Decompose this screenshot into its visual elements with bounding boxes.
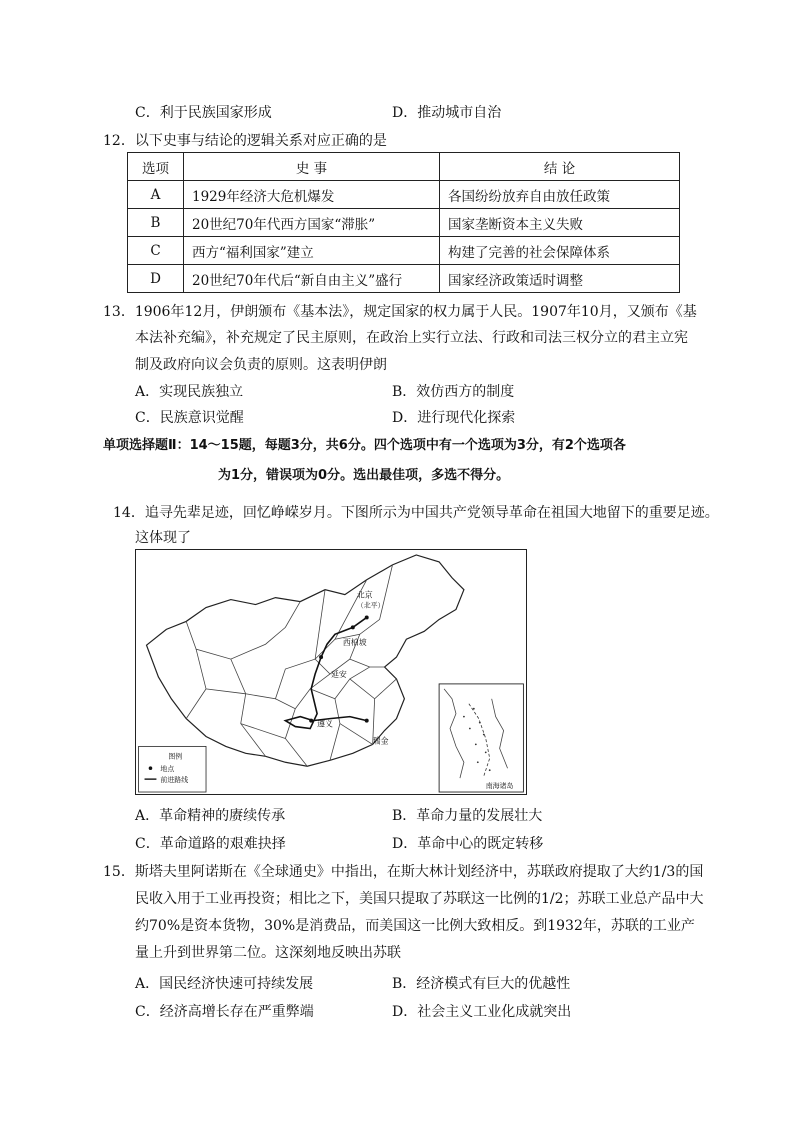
table-row xyxy=(128,237,680,265)
q12-table xyxy=(127,152,680,293)
q13-option-b[interactable]: B．效仿西方的制度 xyxy=(392,384,515,400)
map-point-xibaipo xyxy=(351,625,355,629)
table-cell: C xyxy=(128,237,184,265)
q15-stem-line4: 量上升到世界第二位。这深刻地反映出苏联 xyxy=(135,945,401,961)
table-header-cell: 选项 xyxy=(128,153,184,181)
q14-stem-line2: 这体现了 xyxy=(135,530,191,546)
q14-option-d[interactable]: D．革命中心的既定转移 xyxy=(392,836,544,852)
q14-option-b[interactable]: B．革命力量的发展壮大 xyxy=(392,808,543,824)
map-svg xyxy=(136,550,526,794)
table-cell: 构建了完善的社会保障体系 xyxy=(440,237,680,265)
table-cell: 1929年经济大危机爆发 xyxy=(184,181,440,209)
q13-stem-line3: 制及政府向议会负责的原则。这表明伊朗 xyxy=(135,357,387,373)
q13-option-c[interactable]: C．民族意识觉醒 xyxy=(135,410,244,426)
q11-option-c[interactable]: C．利于民族国家形成 xyxy=(135,105,272,121)
table-cell: 国家垄断资本主义失败 xyxy=(440,209,680,237)
q15-option-a[interactable]: A．国民经济快速可持续发展 xyxy=(135,976,314,992)
table-cell: 各国纷纷放弃自由放任政策 xyxy=(440,181,680,209)
place-label: 瑞金 xyxy=(372,736,389,746)
map-point-beijing xyxy=(365,615,369,619)
legend-route-label: 前进路线 xyxy=(160,776,189,785)
revolution-route-line xyxy=(285,617,366,728)
q14-option-c[interactable]: C．革命道路的艰难抉择 xyxy=(135,836,286,852)
section-heading-line1: 单项选择题Ⅱ：14～15题，每题3分，共6分。四个选项中有一个选项为3分，有2个选项各 xyxy=(103,438,626,453)
china-revolution-map xyxy=(135,549,527,795)
table-header-cell: 史 事 xyxy=(184,153,440,181)
table-header-row xyxy=(128,153,680,181)
table-row xyxy=(128,181,680,209)
q13-stem-line2: 本法补充编》，补充规定了民主原则，在政治上实行立法、行政和司法三权分立的君主立宪 xyxy=(135,330,688,346)
q14-stem-line1: 14．追寻先辈足迹，回忆峥嵘岁月。下图所示为中国共产党领导革命在祖国大地留下的重要足迹。 xyxy=(113,505,719,521)
q15-stem-line1: 15．斯塔夫里阿诺斯在《全球通史》中指出，在斯大林计划经济中，苏联政府提取了大约1/3的国 xyxy=(103,864,704,880)
table-cell: 国家经济政策适时调整 xyxy=(440,265,680,293)
map-point-yanan xyxy=(319,655,323,659)
legend-title: 图例 xyxy=(168,752,183,761)
table-cell: 20世纪70年代后“新自由主义”盛行 xyxy=(184,265,440,293)
section-heading-line2: 为1分，错误项为0分。选出最佳项，多选不得分。 xyxy=(218,468,510,483)
q15-stem-line3: 约70%是资本货物，30%是消费品，而美国这一比例大致相反。到1932年，苏联的工业产 xyxy=(135,918,695,934)
place-label: （北平） xyxy=(356,601,385,610)
table-row xyxy=(128,265,680,293)
q13-stem-line1: 13．1906年12月，伊朗颁布《基本法》，规定国家的权力属于人民。1907年10月，又颁布《基 xyxy=(103,304,697,320)
table-cell: B xyxy=(128,209,184,237)
table-cell: A xyxy=(128,181,184,209)
table-cell: D xyxy=(128,265,184,293)
legend-point-icon xyxy=(149,766,153,770)
place-label: 延安 xyxy=(331,669,347,679)
q14-option-a[interactable]: A．革命精神的赓续传承 xyxy=(135,808,286,824)
place-label: 北京 xyxy=(356,590,373,600)
place-label: 西柏坡 xyxy=(342,638,367,648)
q11-option-d[interactable]: D．推动城市自治 xyxy=(392,105,502,121)
q15-option-d[interactable]: D．社会主义工业化成就突出 xyxy=(392,1004,572,1020)
q12-stem: 12．以下史事与结论的逻辑关系对应正确的是 xyxy=(103,133,387,149)
inset-box xyxy=(439,684,523,792)
q13-option-a[interactable]: A．实现民族独立 xyxy=(135,384,244,400)
inset-label: 南海诸岛 xyxy=(485,782,514,791)
q15-stem-line2: 民收入用于工业再投资；相比之下，美国只提取了苏联这一比例的1/2；苏联工业总产品中大 xyxy=(135,891,704,907)
place-label: 遵义 xyxy=(317,719,333,729)
country-outline xyxy=(147,555,464,766)
q15-option-b[interactable]: B．经济模式有巨大的优越性 xyxy=(392,976,571,992)
map-point-ruijin xyxy=(365,719,369,723)
legend-point-label: 地点 xyxy=(160,765,175,774)
q15-option-c[interactable]: C．经济高增长存在严重弊端 xyxy=(135,1004,314,1020)
table-row xyxy=(128,209,680,237)
table-header-cell: 结 论 xyxy=(440,153,680,181)
table-cell: 20世纪70年代西方国家“滞胀” xyxy=(184,209,440,237)
q13-option-d[interactable]: D．进行现代化探索 xyxy=(392,410,516,426)
map-point-zunyi xyxy=(309,719,313,723)
table-cell: 西方“福利国家”建立 xyxy=(184,237,440,265)
